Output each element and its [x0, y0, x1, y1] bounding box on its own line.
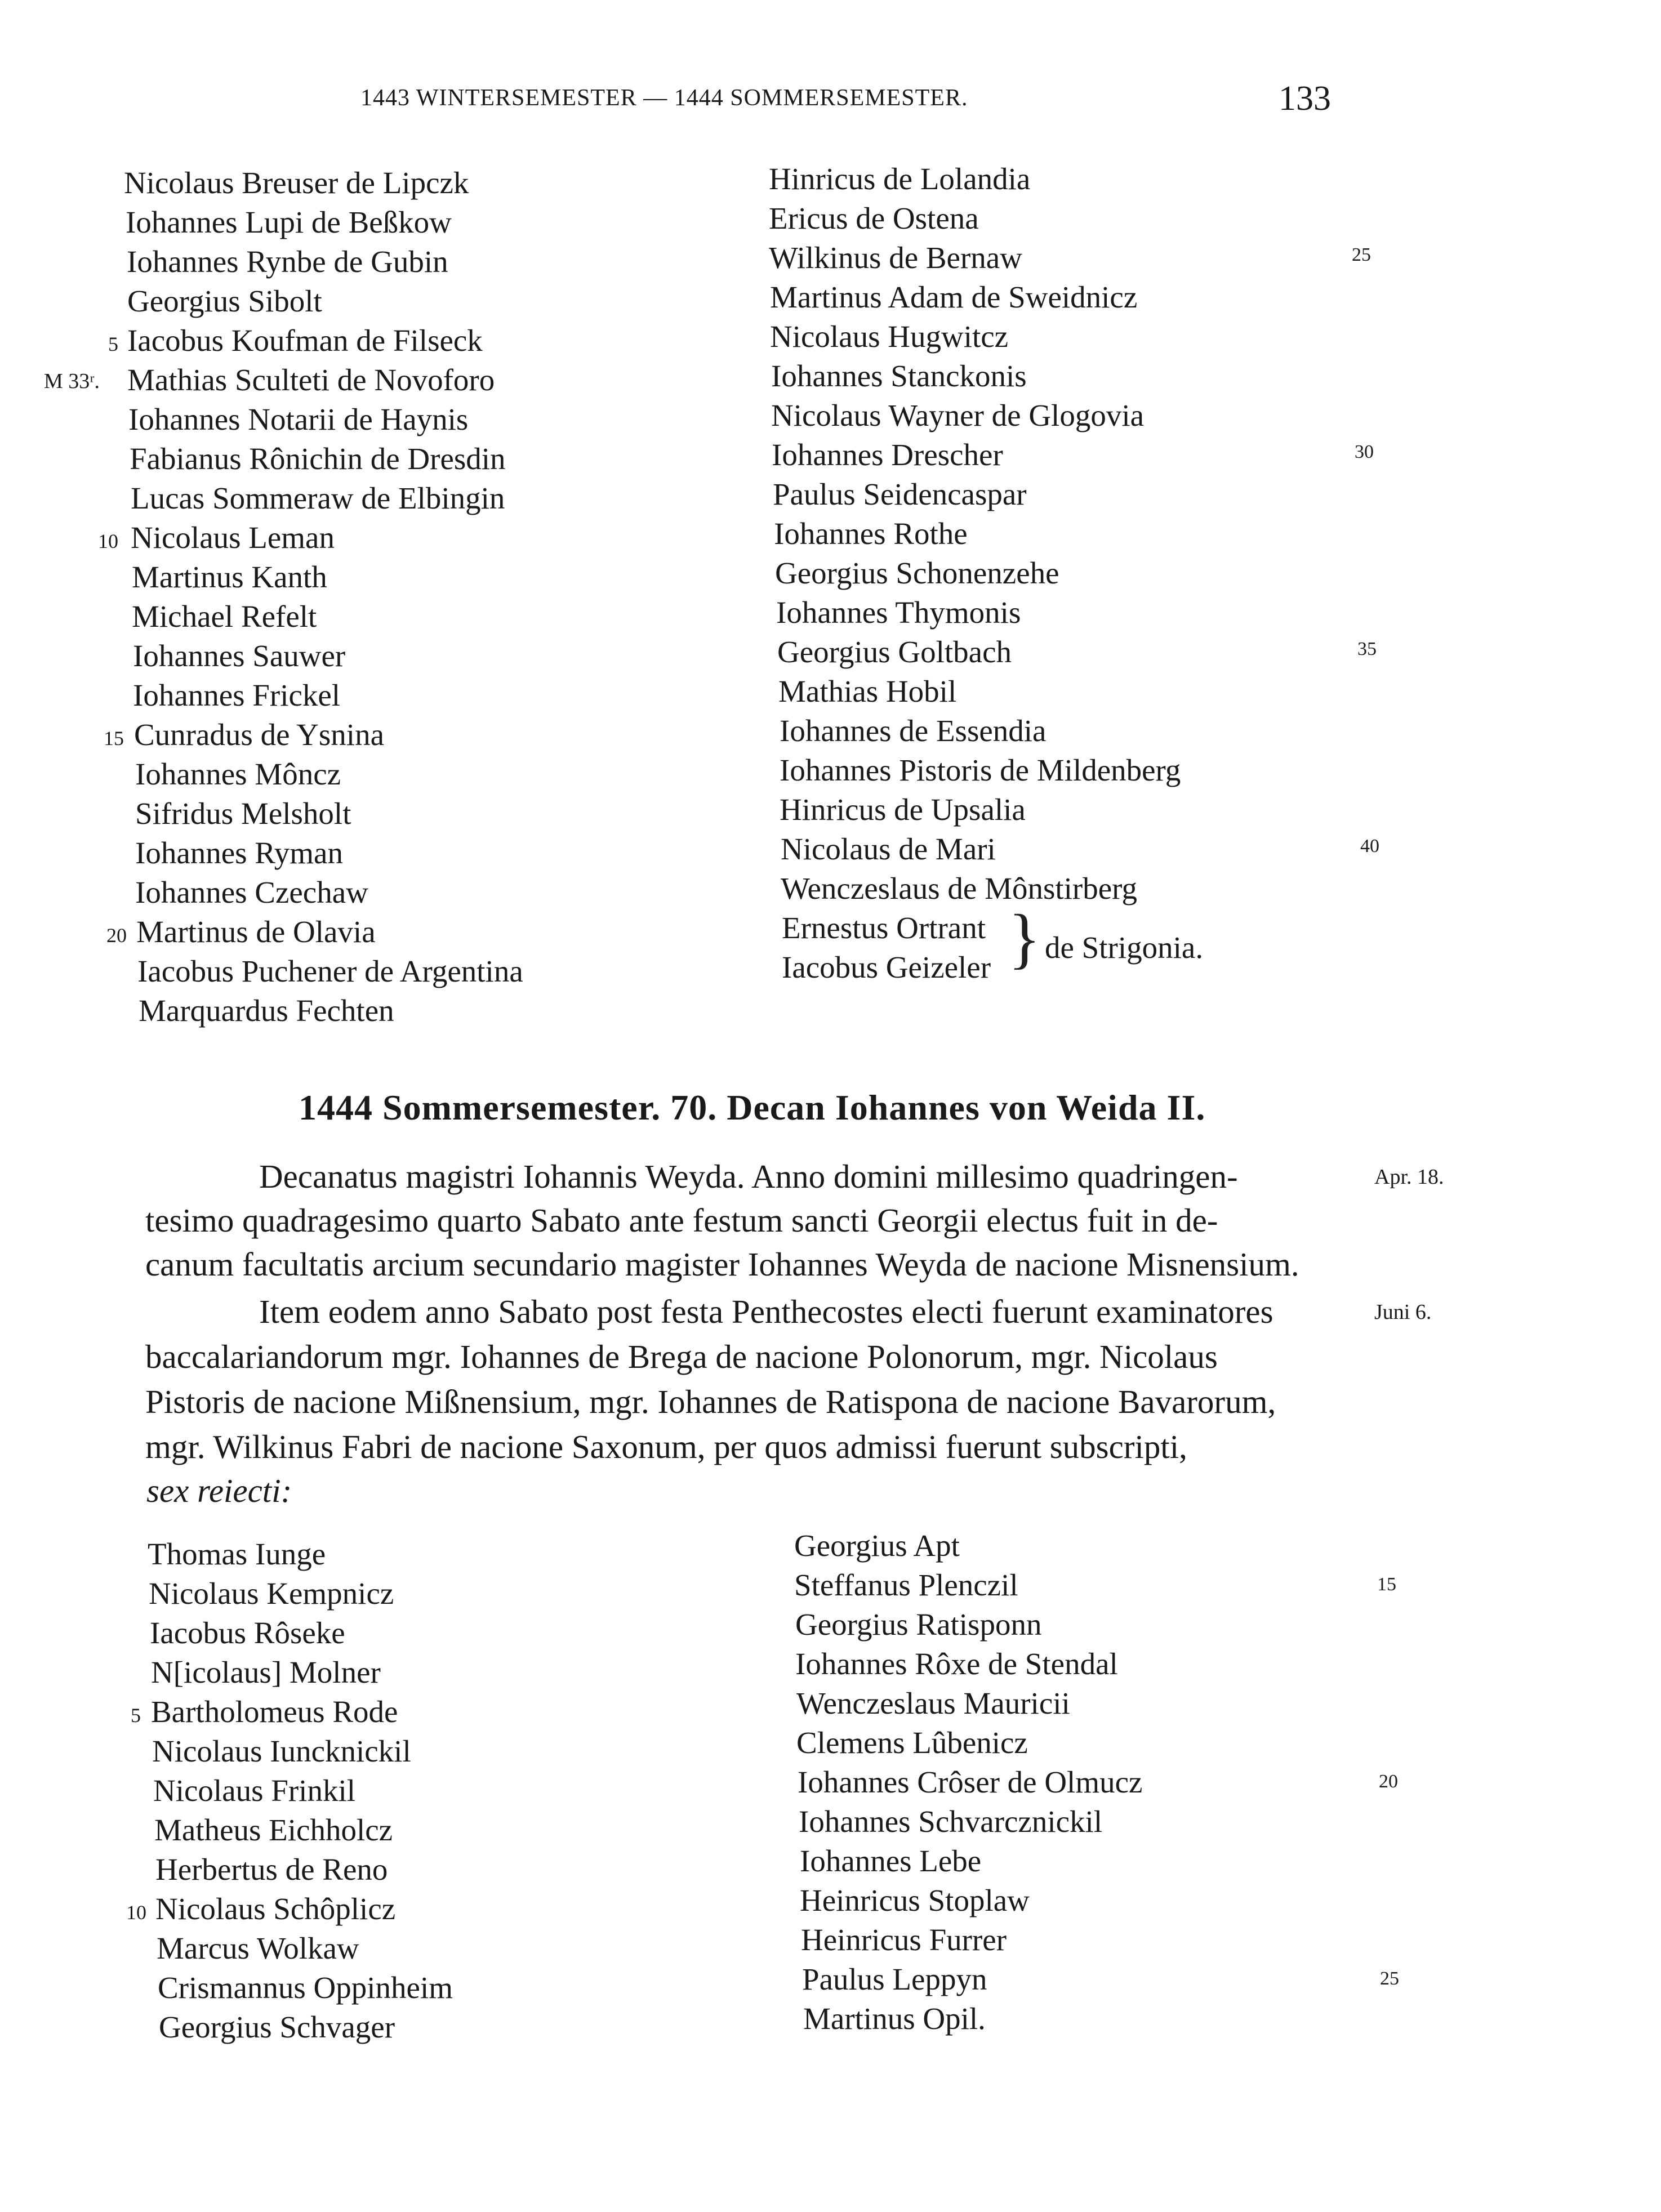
list-item: Michael Refelt — [132, 599, 317, 634]
paragraph-line: Item eodem anno Sabato post festa Penthecostes electi fuerunt examinatores — [259, 1293, 1273, 1330]
line-number: 30 — [1355, 441, 1374, 462]
list-item: Paulus Leppyn — [802, 1962, 987, 1996]
list-item: Iohannes Thymonis — [776, 595, 1021, 630]
list-item: Nicolaus Iuncknickil — [152, 1734, 411, 1768]
list-item: Sifridus Melsholt — [135, 796, 351, 831]
list-item: Thomas Iunge — [148, 1537, 326, 1571]
line-number: 5 — [108, 333, 118, 355]
brace-label: de Strigonia. — [1045, 930, 1204, 965]
list-item: Heinricus Furrer — [801, 1923, 1007, 1957]
list-item: Bartholomeus Rode — [151, 1694, 398, 1729]
paragraph-line: Decanatus magistri Iohannis Weyda. Anno domini millesimo quadringen- — [259, 1158, 1238, 1195]
list-item: Marcus Wolkaw — [157, 1931, 359, 1965]
line-number: 15 — [104, 727, 124, 750]
list-item: Iohannes Notarii de Haynis — [128, 402, 469, 436]
paragraph-line: Pistoris de nacione Mißnensium, mgr. Iohannes de Ratispona de nacione Bavarorum, — [145, 1383, 1276, 1420]
list-item: Steffanus Plenczil — [794, 1568, 1018, 1602]
list-item: Martinus Adam de Sweidnicz — [770, 280, 1138, 314]
list-item: Iohannes Schvarcznickil — [799, 1804, 1103, 1839]
list-item: Iohannes Pistoris de Mildenberg — [780, 753, 1181, 787]
list-item: Iacobus Rôseke — [150, 1616, 345, 1650]
list-item: Iacobus Koufman de Filseck — [127, 323, 483, 358]
list-item: Wilkinus de Bernaw — [769, 240, 1022, 275]
list-item: Iohannes de Essendia — [780, 713, 1047, 748]
line-number: 10 — [126, 1901, 146, 1924]
list-item: Matheus Eichholcz — [154, 1813, 393, 1847]
list-item: Herbertus de Reno — [155, 1852, 388, 1887]
list-item: Georgius Sibolt — [127, 284, 322, 318]
list-item: N[icolaus] Molner — [151, 1655, 381, 1689]
list-item: Georgius Schonenzehe — [775, 556, 1059, 590]
list-item: Georgius Schvager — [159, 2010, 395, 2044]
list-item: Nicolaus Hugwitcz — [770, 319, 1009, 354]
list-item: Martinus Kanth — [132, 560, 327, 594]
list-item: Iohannes Môncz — [135, 757, 341, 791]
list-item: Iohannes Ryman — [135, 836, 343, 870]
list-item: Georgius Apt — [794, 1528, 960, 1563]
list-item: Lucas Sommeraw de Elbingin — [131, 481, 505, 515]
list-item: Iohannes Lupi de Beßkow — [126, 205, 452, 239]
line-number: 25 — [1352, 244, 1371, 265]
list-item: Paulus Seidencaspar — [773, 477, 1027, 511]
line-number: 40 — [1360, 836, 1379, 857]
list-item: Mathias Sculteti de Novoforo — [127, 363, 495, 397]
list-item: Crismannus Oppinheim — [158, 1970, 453, 2005]
list-item: Iohannes Sauwer — [133, 639, 346, 673]
line-number: 20 — [106, 924, 127, 947]
paragraph-line: mgr. Wilkinus Fabri de nacione Saxonum, per quos admissi fuerunt subscripti, — [145, 1428, 1187, 1465]
list-item: Nicolaus Wayner de Glogovia — [771, 398, 1145, 432]
list-item: Nicolaus Leman — [131, 520, 335, 555]
paragraph-line: tesimo quadragesimo quarto Sabato ante festum sancti Georgii electus fuit in de- — [145, 1202, 1218, 1239]
list-item: Clemens Lûbenicz — [796, 1725, 1028, 1760]
list-item: Nicolaus Kempnicz — [149, 1576, 394, 1611]
line-number: 5 — [131, 1704, 141, 1727]
list-item: Ernestus Ortrant — [782, 911, 986, 945]
line-number: 20 — [1379, 1771, 1398, 1792]
line-number: 15 — [1377, 1574, 1396, 1595]
list-item: Fabianus Rônichin de Dresdin — [130, 441, 506, 476]
date-marginal-note: Apr. 18. — [1374, 1165, 1444, 1189]
list-item: Cunradus de Ysnina — [134, 717, 385, 752]
list-item: Hinricus de Lolandia — [769, 162, 1031, 196]
list-item: Martinus de Olavia — [136, 915, 376, 949]
list-item: Ericus de Ostena — [769, 201, 979, 235]
list-item: Georgius Ratisponn — [795, 1607, 1042, 1642]
line-number: 35 — [1357, 639, 1377, 659]
brace: } — [1008, 900, 1041, 975]
list-item: Nicolaus de Mari — [781, 832, 996, 866]
list-item: Iacobus Puchener de Argentina — [137, 954, 523, 988]
line-number: 10 — [98, 530, 118, 552]
list-item: Wenczeslaus de Mônstirberg — [781, 871, 1137, 906]
list-item: Martinus Opil. — [803, 2001, 986, 2036]
section-heading: 1444 Sommersemester. 70. Decan Iohannes von Weida II. — [299, 1087, 1206, 1127]
list-item: Iohannes Rôxe de Stendal — [795, 1647, 1118, 1681]
list-item: Marquardus Fechten — [139, 993, 394, 1028]
list-item: Iohannes Czechaw — [135, 875, 368, 909]
list-item: Iohannes Stanckonis — [771, 359, 1027, 393]
list-item: Iacobus Geizeler — [782, 950, 991, 984]
list-item: Nicolaus Breuser de Lipczk — [124, 166, 469, 200]
date-marginal-note: Juni 6. — [1374, 1300, 1432, 1324]
list-item: Nicolaus Frinkil — [153, 1773, 356, 1808]
paragraph-line: sex reiecti: — [146, 1472, 292, 1509]
paragraph-line: canum facultatis arcium secundario magister Iohannes Weyda de nacione Misnensium. — [145, 1246, 1299, 1283]
list-item: Iohannes Rothe — [774, 516, 968, 551]
list-item: Georgius Goltbach — [777, 635, 1012, 669]
list-item: Nicolaus Schôplicz — [155, 1892, 396, 1926]
list-item: Mathias Hobil — [778, 674, 957, 708]
list-item: Iohannes Drescher — [772, 438, 1003, 472]
list-item: Heinricus Stoplaw — [800, 1883, 1030, 1917]
list-item: Iohannes Frickel — [133, 678, 341, 712]
page-number: 133 — [1279, 79, 1331, 118]
list-item: Wenczeslaus Mauricii — [796, 1686, 1070, 1720]
line-number: 25 — [1380, 1968, 1399, 1989]
paragraph-line: baccalariandorum mgr. Iohannes de Brega de nacione Polonorum, mgr. Nicolaus — [145, 1338, 1218, 1375]
list-item: Iohannes Crôser de Olmucz — [798, 1765, 1143, 1799]
running-title: 1443 WINTERSEMESTER — 1444 SOMMERSEMESTER. — [360, 85, 968, 111]
folio-marginal-note: M 33ʳ. — [44, 369, 100, 393]
list-item: Iohannes Lebe — [800, 1844, 982, 1878]
list-item: Iohannes Rynbe de Gubin — [127, 244, 448, 279]
list-item: Hinricus de Upsalia — [780, 792, 1026, 827]
